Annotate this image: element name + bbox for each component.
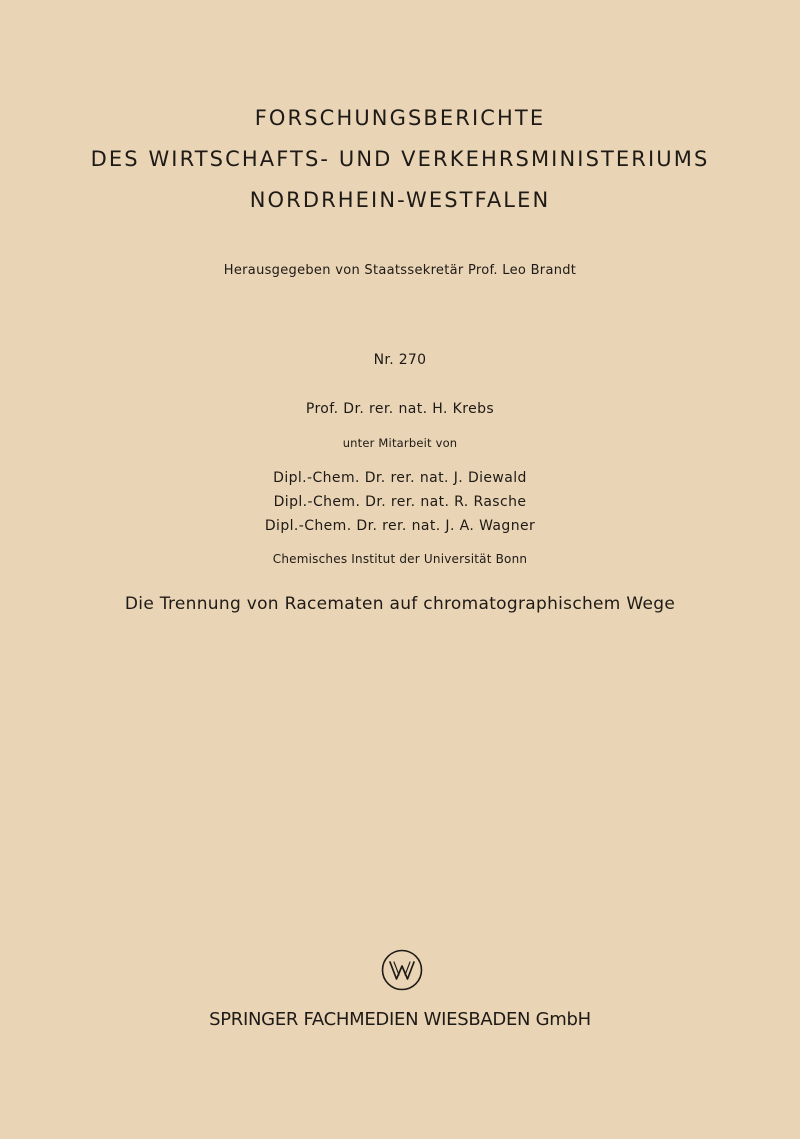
coauthor-1: Dipl.-Chem. Dr. rer. nat. J. Diewald bbox=[273, 470, 527, 486]
report-number: Nr. 270 bbox=[373, 352, 427, 368]
book-title: Die Trennung von Racematen auf chromatographischem Wege bbox=[124, 594, 676, 614]
editor-line: Herausgegeben von Staatssekretär Prof. Leo Brandt bbox=[223, 263, 577, 278]
publisher-name: SPRINGER FACHMEDIEN WIESBADEN GmbH bbox=[209, 1009, 591, 1030]
institute-name: Chemisches Institut der Universität Bonn bbox=[272, 552, 528, 566]
coauthor-3: Dipl.-Chem. Dr. rer. nat. J. A. Wagner bbox=[264, 518, 536, 534]
series-title-line-2: DES WIRTSCHAFTS- UND VERKEHRSMINISTERIUMS bbox=[90, 147, 710, 171]
collaboration-note: unter Mitarbeit von bbox=[342, 436, 458, 450]
series-title-line-1: FORSCHUNGSBERICHTE bbox=[254, 106, 546, 130]
coauthor-2: Dipl.-Chem. Dr. rer. nat. R. Rasche bbox=[273, 494, 527, 510]
main-author: Prof. Dr. rer. nat. H. Krebs bbox=[305, 401, 495, 417]
springer-w-logo-icon bbox=[380, 948, 424, 992]
series-title-line-3: NORDRHEIN-WESTFALEN bbox=[249, 188, 551, 212]
